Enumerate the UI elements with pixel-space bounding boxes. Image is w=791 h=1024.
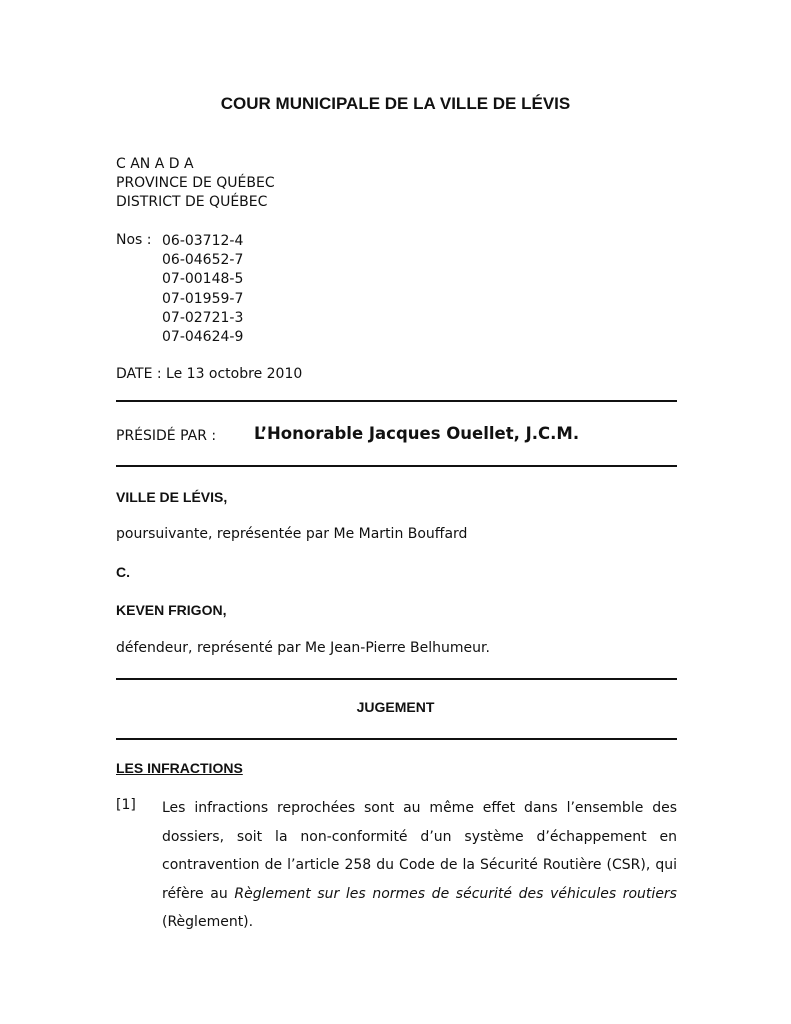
versus-marker: C.: [116, 564, 130, 580]
paragraph-text: [162, 794, 677, 937]
paragraph-text-main: Les infractions reprochées sont au même effet dans l’ensemble des dossiers, soit la non-conformité d’un système d’échappement en contravention de l’article 258 du Code de la Sécurité Routière (CSR), qui réfère au: [162, 800, 677, 902]
regulation-title: Règlement sur les normes de sécurité des véhicules routiers: [234, 885, 677, 902]
case-number: 07-01959-7: [162, 290, 244, 307]
district-line: DISTRICT DE QUÉBEC: [116, 194, 268, 210]
country-line: C AN A D A: [116, 156, 194, 172]
defendant-description: défendeur, représenté par Me Jean-Pierre Belhumeur.: [116, 640, 490, 656]
section-heading: LES INFRACTIONS: [116, 760, 243, 776]
case-numbers-label: Nos :: [116, 232, 152, 248]
prosecutor-description: poursuivante, représentée par Me Martin Bouffard: [116, 526, 468, 542]
paragraph-number: [1]: [116, 797, 136, 813]
case-number: 07-00148-5: [162, 271, 244, 288]
date-line: DATE : Le 13 octobre 2010: [116, 366, 303, 382]
judge-name: L’Honorable Jacques Ouellet, J.C.M.: [254, 424, 580, 443]
paragraph-text-end: (Règlement).: [162, 914, 254, 930]
divider-top: [116, 400, 677, 402]
case-numbers-list: [162, 232, 243, 347]
jurisdiction-block: [116, 155, 275, 212]
defendant-name: KEVEN FRIGON,: [116, 602, 227, 618]
province-line: PROVINCE DE QUÉBEC: [116, 175, 275, 191]
case-number: 06-04652-7: [162, 252, 244, 269]
prosecutor-name: VILLE DE LÉVIS,: [116, 489, 228, 505]
divider-parties: [116, 678, 677, 680]
case-number: 06-03712-4: [162, 233, 244, 249]
court-title: COUR MUNICIPALE DE LA VILLE DE LÉVIS: [220, 94, 571, 113]
divider-presiding: [116, 465, 677, 467]
divider-judgment: [116, 738, 677, 740]
case-number: 07-04624-9: [162, 329, 244, 346]
judgment-title: JUGEMENT: [356, 699, 435, 715]
case-number: 07-02721-3: [162, 309, 244, 326]
presiding-label: PRÉSIDÉ PAR :: [116, 428, 217, 444]
